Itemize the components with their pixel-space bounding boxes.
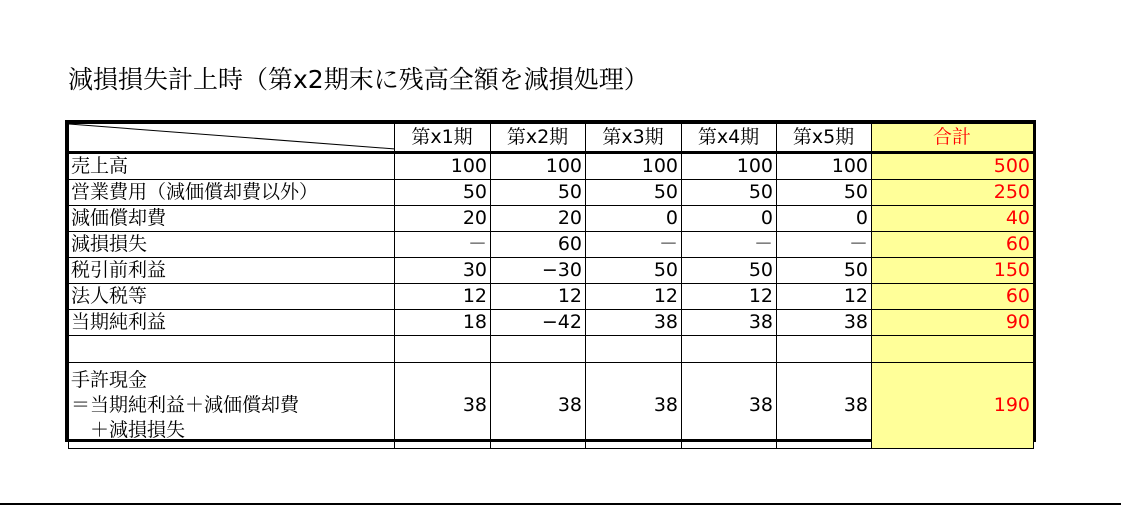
page-title: 減損損失計上時（第x2期末に残高全額を減損処理） — [68, 65, 649, 94]
row-value-x1: 50 — [395, 180, 491, 206]
cash-label-line-3: ＋減損損失 — [71, 418, 186, 441]
table-row — [69, 232, 1034, 258]
column-header-x2: 第x2期 — [491, 124, 586, 153]
row-value-x4: 100 — [682, 153, 777, 180]
row-label: 減価償却費 — [69, 206, 395, 232]
row-label: 法人税等 — [69, 284, 395, 310]
row-total: 90 — [872, 310, 1034, 336]
blank-row — [69, 336, 1034, 363]
table-row — [69, 180, 1034, 206]
row-value-x5: 100 — [777, 153, 872, 180]
row-label: 減損損失 — [69, 232, 395, 258]
row-value-x5: － — [777, 232, 872, 258]
row-value-x5: 38 — [777, 310, 872, 336]
row-value-x2: 100 — [491, 153, 586, 180]
row-value-x2: −42 — [491, 310, 586, 336]
column-header-x1: 第x1期 — [395, 124, 491, 153]
table-row — [69, 206, 1034, 232]
column-header-total: 合計 — [872, 124, 1034, 153]
bottom-rule — [0, 503, 1121, 505]
cash-value-x5: 38 — [777, 363, 872, 449]
row-value-x1: 18 — [395, 310, 491, 336]
row-value-x4: 12 — [682, 284, 777, 310]
profit-cash-table — [65, 120, 1036, 442]
row-value-x2: −30 — [491, 258, 586, 284]
row-value-x1: 20 — [395, 206, 491, 232]
diagonal-line — [69, 124, 395, 151]
row-value-x4: 50 — [682, 180, 777, 206]
row-value-x1: 12 — [395, 284, 491, 310]
row-total: 60 — [872, 232, 1034, 258]
row-value-x3: 50 — [586, 180, 682, 206]
row-total: 150 — [872, 258, 1034, 284]
cash-row-label — [69, 363, 395, 449]
table-row — [69, 258, 1034, 284]
cash-label-line-2: ＝当期純利益＋減価償却費 — [71, 394, 300, 417]
row-value-x3: 50 — [586, 258, 682, 284]
row-label: 売上高 — [69, 153, 395, 180]
row-value-x1: 30 — [395, 258, 491, 284]
row-value-x1: 100 — [395, 153, 491, 180]
row-value-x3: 0 — [586, 206, 682, 232]
row-label: 営業費用（減価償却費以外） — [69, 180, 395, 206]
cash-value-x3: 38 — [586, 363, 682, 449]
row-value-x2: 50 — [491, 180, 586, 206]
row-value-x3: 38 — [586, 310, 682, 336]
column-header-x5: 第x5期 — [777, 124, 872, 153]
table-row — [69, 284, 1034, 310]
corner-cell — [69, 124, 395, 153]
row-value-x5: 12 — [777, 284, 872, 310]
row-value-x3: 100 — [586, 153, 682, 180]
cash-label-line-1: 手許現金 — [71, 369, 148, 392]
table-row — [69, 310, 1034, 336]
row-value-x2: 60 — [491, 232, 586, 258]
column-header-x4: 第x4期 — [682, 124, 777, 153]
row-value-x4: 50 — [682, 258, 777, 284]
cash-row — [69, 363, 1034, 449]
row-value-x3: － — [586, 232, 682, 258]
row-value-x2: 12 — [491, 284, 586, 310]
row-total: 40 — [872, 206, 1034, 232]
cash-value-total: 190 — [872, 363, 1034, 449]
row-value-x4: 0 — [682, 206, 777, 232]
row-total: 500 — [872, 153, 1034, 180]
header-row — [69, 124, 1034, 153]
cash-value-x4: 38 — [682, 363, 777, 449]
table-row — [69, 153, 1034, 180]
row-value-x1: － — [395, 232, 491, 258]
row-value-x4: 38 — [682, 310, 777, 336]
column-header-x3: 第x3期 — [586, 124, 682, 153]
row-value-x5: 50 — [777, 258, 872, 284]
cash-value-x1: 38 — [395, 363, 491, 449]
row-label: 当期純利益 — [69, 310, 395, 336]
row-value-x4: － — [682, 232, 777, 258]
row-value-x3: 12 — [586, 284, 682, 310]
row-total: 60 — [872, 284, 1034, 310]
row-value-x5: 0 — [777, 206, 872, 232]
row-value-x5: 50 — [777, 180, 872, 206]
cash-value-x2: 38 — [491, 363, 586, 449]
row-label: 税引前利益 — [69, 258, 395, 284]
row-total: 250 — [872, 180, 1034, 206]
row-value-x2: 20 — [491, 206, 586, 232]
